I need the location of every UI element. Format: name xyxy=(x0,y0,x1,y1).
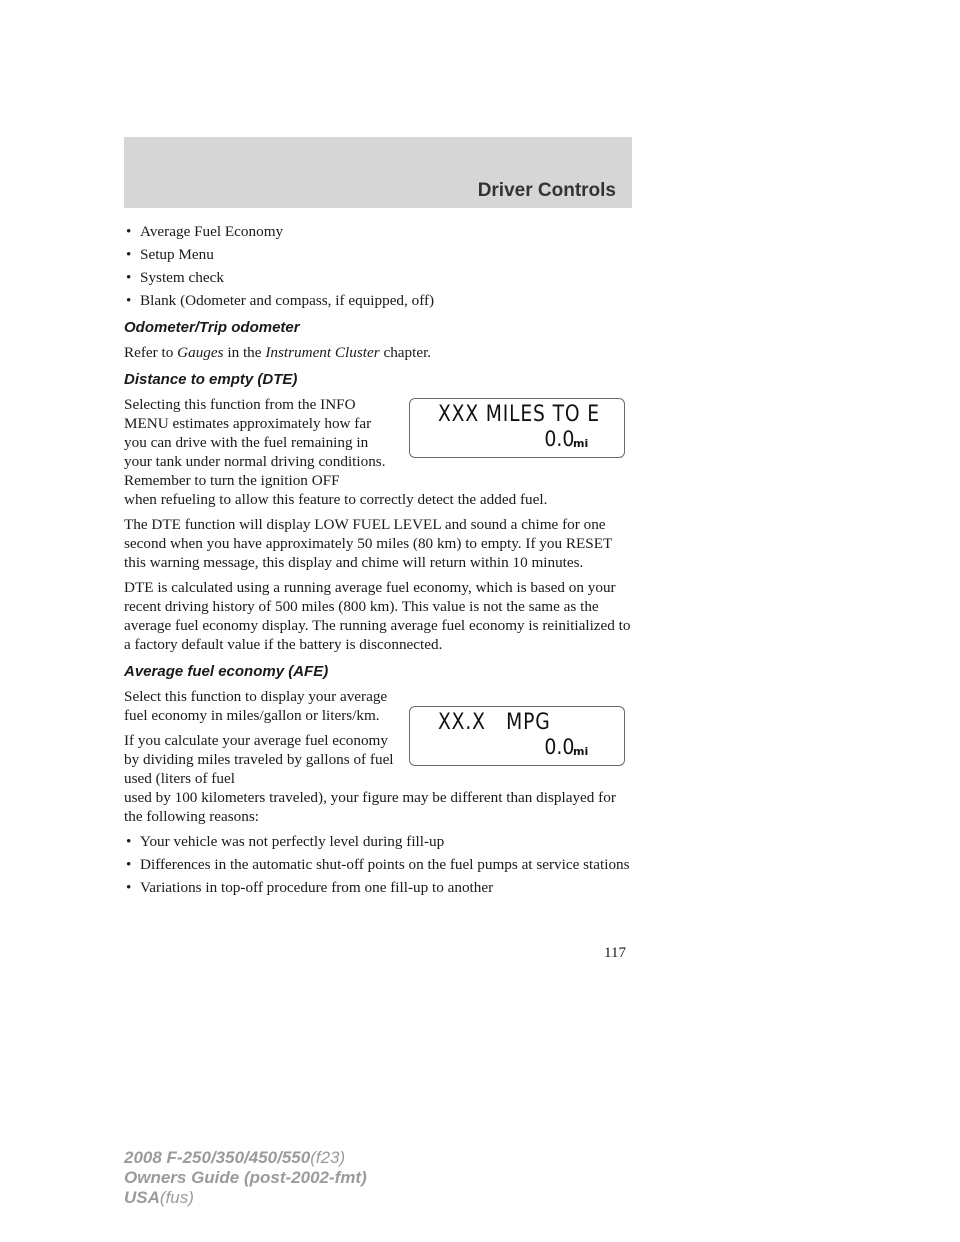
document-footer: 2008 F-250/350/450/550(f23) Owners Guide (post-2002-fmt) USA(fus) xyxy=(124,1148,367,1207)
display-text: XXX MILES TO E xyxy=(438,402,600,427)
display-value: 0.0 xyxy=(543,427,574,451)
list-item: • Variations in top-off procedure from one fill-up to another xyxy=(126,879,494,896)
afe-paragraph-2: If you calculate your average fuel economy by dividing miles traveled by gallons of fuel used (liters of fuel xyxy=(124,732,394,787)
display-value: 0.0 xyxy=(543,735,574,759)
section-heading-odometer: Odometer/Trip odometer xyxy=(124,319,300,336)
list-item: • Differences in the automatic shut-off points on the fuel pumps at service stations xyxy=(126,856,630,873)
bullet-icon: • xyxy=(126,223,132,240)
list-item: • Blank (Odometer and compass, if equipped, off) xyxy=(126,292,435,309)
dte-paragraph-2: The DTE function will display LOW FUEL LEVEL and sound a chime for one second when you have approximately 50 miles (80 km) to empty. If you RESET this warning message, this display and chime will return within 10 minutes. xyxy=(124,516,613,571)
afe-paragraph-1: Select this function to display your average fuel economy in miles/gallon or liters/km. xyxy=(124,688,388,724)
list-item: • Average Fuel Economy xyxy=(126,223,284,240)
dte-paragraph-1: Selecting this function from the INFO MENU estimates approximately how far you can drive with the fuel remaining in your tank under normal driving conditions. Remember to turn the ignition OFF xyxy=(124,396,386,489)
afe-paragraph-2-continued: used by 100 kilometers traveled), your figure may be different than displayed for the following reasons: xyxy=(124,789,616,825)
odometer-paragraph: Refer to Gauges in the Instrument Cluster chapter. xyxy=(124,344,432,361)
bullet-icon: • xyxy=(126,833,132,850)
bullet-icon: • xyxy=(126,856,132,873)
dte-paragraph-3: DTE is calculated using a running average fuel economy, which is based on your recent driving history of 500 miles (800 km). This value is not the same as the average fuel economy display. The running average fuel economy is reinitialized to a factory default value if the battery is disconnected. xyxy=(124,579,631,653)
list-item: • Your vehicle was not perfectly level during fill-up xyxy=(126,833,445,850)
afe-display-illustration xyxy=(409,706,625,766)
dte-display-illustration xyxy=(409,398,625,458)
page-content xyxy=(124,222,634,901)
section-heading-dte: Distance to empty (DTE) xyxy=(124,371,298,388)
bullet-icon: • xyxy=(126,879,132,896)
list-item: • Setup Menu xyxy=(126,246,214,263)
bullet-icon: • xyxy=(126,246,132,263)
page-number: 117 xyxy=(604,945,626,961)
display-text: XX.X MPG xyxy=(438,710,551,735)
list-item: • System check xyxy=(126,269,224,286)
section-heading-afe: Average fuel economy (AFE) xyxy=(124,663,329,680)
bullet-icon: • xyxy=(126,292,132,309)
display-unit: mi xyxy=(573,437,589,450)
bullet-icon: • xyxy=(126,269,132,286)
display-unit: mi xyxy=(573,745,589,758)
chapter-title: Driver Controls xyxy=(477,180,616,201)
dte-paragraph-1-continued: when refueling to allow this feature to correctly detect the added fuel. xyxy=(124,491,548,508)
chapter-header-band xyxy=(124,137,632,208)
